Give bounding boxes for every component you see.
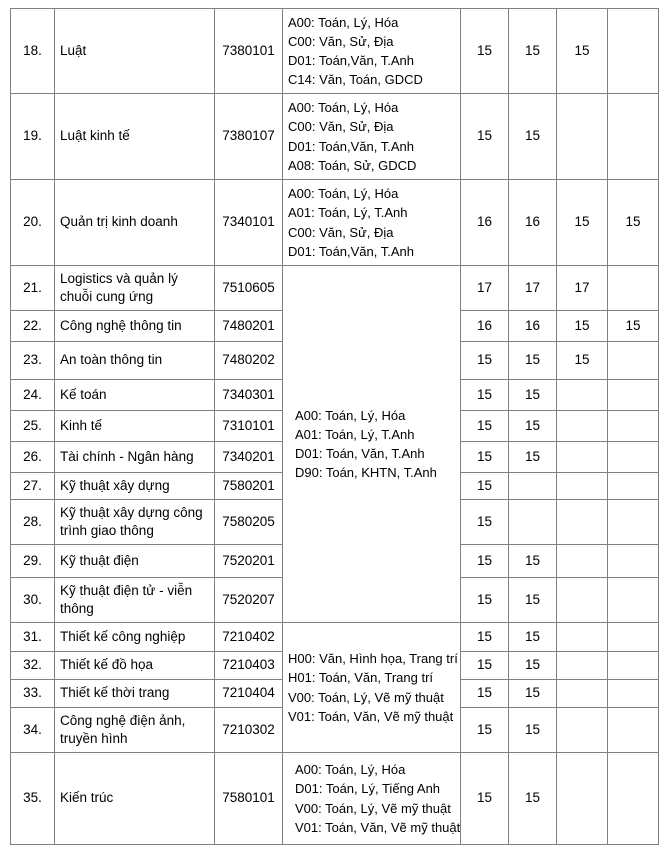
score-cell: 15 (461, 652, 509, 680)
major-name: Tài chính - Ngân hàng (55, 442, 215, 473)
score-cell: 15 (509, 411, 557, 442)
major-name: Kỹ thuật xây dựng công trình giao thông (55, 500, 215, 545)
table-row (11, 753, 659, 845)
row-index: 24. (11, 380, 55, 411)
score-cell (608, 545, 659, 578)
subject-line: V01: Toán, Văn, Vẽ mỹ thuật (288, 708, 454, 724)
row-index: 30. (11, 578, 55, 623)
score-cell (608, 442, 659, 473)
score-cell (608, 578, 659, 623)
score-cell: 15 (608, 311, 659, 342)
subject-line: A00: Toán, Lý, Hóa (288, 100, 399, 116)
score-cell: 15 (557, 180, 608, 266)
row-index: 27. (11, 473, 55, 500)
major-name: Thiết kế thời trang (55, 680, 215, 708)
score-cell: 15 (461, 473, 509, 500)
major-name: Kỹ thuật xây dựng (55, 473, 215, 500)
score-cell: 15 (509, 708, 557, 753)
row-index: 23. (11, 342, 55, 380)
major-name: Kế toán (55, 380, 215, 411)
score-cell: 15 (509, 753, 557, 845)
score-cell: 15 (461, 680, 509, 708)
subject-line: A00: Toán, Lý, Hóa (295, 762, 406, 778)
major-code: 7520201 (215, 545, 283, 578)
row-index: 34. (11, 708, 55, 753)
subject-line: C14: Văn, Toán, GDCD (288, 72, 423, 88)
row-index: 20. (11, 180, 55, 266)
row-index: 19. (11, 94, 55, 180)
subject-line: V01: Toán, Văn, Vẽ mỹ thuật (295, 819, 461, 835)
score-cell: 17 (509, 266, 557, 311)
score-cell (557, 380, 608, 411)
subject-group-cell (283, 9, 461, 94)
score-cell: 17 (557, 266, 608, 311)
score-cell (608, 9, 659, 94)
score-cell (608, 266, 659, 311)
major-name: Thiết kế đồ họa (55, 652, 215, 680)
score-cell: 15 (509, 578, 557, 623)
major-name: Luật kinh tế (55, 94, 215, 180)
row-index: 28. (11, 500, 55, 545)
score-cell (608, 473, 659, 500)
major-name: An toàn thông tin (55, 342, 215, 380)
score-cell (557, 578, 608, 623)
score-cell: 15 (461, 545, 509, 578)
major-name: Kỹ thuật điện (55, 545, 215, 578)
score-cell: 15 (557, 311, 608, 342)
subject-line: A00: Toán, Lý, Hóa (288, 186, 399, 202)
row-index: 29. (11, 545, 55, 578)
major-code: 7340301 (215, 380, 283, 411)
row-index: 25. (11, 411, 55, 442)
score-cell (608, 623, 659, 652)
subject-line: C00: Văn, Sử, Địa (288, 33, 394, 49)
subject-line: D01: Toán, Văn, T.Anh (295, 446, 425, 461)
row-index: 21. (11, 266, 55, 311)
major-code: 7510605 (215, 266, 283, 311)
score-cell: 15 (461, 442, 509, 473)
subject-line: A08: Toán, Sử, GDCD (288, 157, 417, 173)
score-cell: 15 (461, 94, 509, 180)
score-cell: 15 (509, 442, 557, 473)
subject-line: H00: Văn, Hình họa, Trang trí (288, 651, 458, 667)
table-row (11, 266, 659, 311)
major-code: 7310101 (215, 411, 283, 442)
subject-line: V00: Toán, Lý, Vẽ mỹ thuật (288, 689, 444, 705)
major-name: Logistics và quản lý chuỗi cung ứng (55, 266, 215, 311)
major-code: 7210404 (215, 680, 283, 708)
table-row (11, 180, 659, 266)
major-name: Kinh tế (55, 411, 215, 442)
score-cell (608, 500, 659, 545)
score-cell: 15 (461, 411, 509, 442)
score-cell (557, 753, 608, 845)
major-code: 7380107 (215, 94, 283, 180)
score-cell (557, 545, 608, 578)
score-cell (509, 473, 557, 500)
score-cell: 15 (461, 578, 509, 623)
major-code: 7520207 (215, 578, 283, 623)
score-cell (557, 442, 608, 473)
score-cell: 15 (557, 9, 608, 94)
subject-line: C00: Văn, Sử, Địa (288, 224, 394, 240)
score-cell: 15 (461, 342, 509, 380)
table-row (11, 9, 659, 94)
score-cell (557, 652, 608, 680)
major-code: 7480201 (215, 311, 283, 342)
score-cell (608, 652, 659, 680)
major-name: Kỹ thuật điện tử - viễn thông (55, 578, 215, 623)
major-name: Quản trị kinh doanh (55, 180, 215, 266)
score-cell (608, 680, 659, 708)
subject-line: A01: Toán, Lý, T.Anh (295, 426, 415, 442)
score-cell (557, 623, 608, 652)
score-cell: 15 (608, 180, 659, 266)
subject-line: D01: Toán, Lý, Tiếng Anh (295, 781, 441, 797)
row-index: 22. (11, 311, 55, 342)
score-cell: 15 (509, 9, 557, 94)
subject-group-cell (283, 180, 461, 266)
score-cell (557, 680, 608, 708)
subject-line: V00: Toán, Lý, Vẽ mỹ thuật (295, 800, 451, 816)
subject-group-cell-merged (283, 623, 461, 753)
major-code: 7210402 (215, 623, 283, 652)
row-index: 32. (11, 652, 55, 680)
score-cell: 15 (461, 623, 509, 652)
subject-line: D90: Toán, KHTN, T.Anh (295, 465, 437, 481)
score-cell (557, 708, 608, 753)
subject-group-cell (283, 94, 461, 180)
score-cell (608, 94, 659, 180)
row-index: 31. (11, 623, 55, 652)
table-row (11, 623, 659, 652)
score-cell (608, 342, 659, 380)
major-code: 7340201 (215, 442, 283, 473)
score-cell: 16 (509, 180, 557, 266)
subject-line: A01: Toán, Lý, T.Anh (288, 205, 408, 221)
score-cell: 15 (509, 652, 557, 680)
score-cell (608, 708, 659, 753)
subject-line: A00: Toán, Lý, Hóa (295, 407, 406, 423)
score-cell: 15 (509, 380, 557, 411)
subject-line: A00: Toán, Lý, Hóa (288, 14, 399, 30)
score-cell: 15 (461, 753, 509, 845)
subject-line: D01: Toán,Văn, T.Anh (288, 53, 415, 68)
subject-line: D01: Toán,Văn, T.Anh (288, 243, 415, 259)
major-code: 7340101 (215, 180, 283, 266)
subject-group-cell-merged (283, 266, 461, 623)
subject-group-cell (283, 753, 461, 845)
score-cell: 15 (461, 708, 509, 753)
major-code: 7580201 (215, 473, 283, 500)
score-cell: 16 (461, 180, 509, 266)
major-code: 7580101 (215, 753, 283, 845)
major-name: Luật (55, 9, 215, 94)
score-cell: 15 (509, 342, 557, 380)
score-cell: 15 (509, 680, 557, 708)
row-index: 18. (11, 9, 55, 94)
score-cell: 15 (461, 380, 509, 411)
score-cell: 16 (509, 311, 557, 342)
score-cell: 16 (461, 311, 509, 342)
major-name: Kiến trúc (55, 753, 215, 845)
major-code: 7380101 (215, 9, 283, 94)
score-cell: 15 (509, 623, 557, 652)
score-cell: 15 (461, 500, 509, 545)
score-cell (509, 500, 557, 545)
major-code: 7480202 (215, 342, 283, 380)
score-cell (557, 500, 608, 545)
row-index: 33. (11, 680, 55, 708)
admissions-table (10, 8, 659, 845)
score-cell (608, 411, 659, 442)
score-cell (557, 473, 608, 500)
row-index: 26. (11, 442, 55, 473)
major-code: 7210403 (215, 652, 283, 680)
subject-line: C00: Văn, Sử, Địa (288, 119, 394, 135)
major-code: 7580205 (215, 500, 283, 545)
score-cell: 17 (461, 266, 509, 311)
score-cell (608, 753, 659, 845)
score-cell (557, 94, 608, 180)
subject-line: H01: Toán, Văn, Trang trí (288, 670, 434, 686)
score-cell (557, 411, 608, 442)
score-cell (608, 380, 659, 411)
major-name: Thiết kế công nghiệp (55, 623, 215, 652)
score-cell: 15 (509, 94, 557, 180)
row-index: 35. (11, 753, 55, 845)
table-body (11, 9, 659, 845)
major-code: 7210302 (215, 708, 283, 753)
major-name: Công nghệ điện ảnh, truyền hình (55, 708, 215, 753)
score-cell: 15 (461, 9, 509, 94)
major-name: Công nghệ thông tin (55, 311, 215, 342)
subject-line: D01: Toán,Văn, T.Anh (288, 138, 415, 154)
score-cell: 15 (557, 342, 608, 380)
table-row (11, 94, 659, 180)
score-cell: 15 (509, 545, 557, 578)
